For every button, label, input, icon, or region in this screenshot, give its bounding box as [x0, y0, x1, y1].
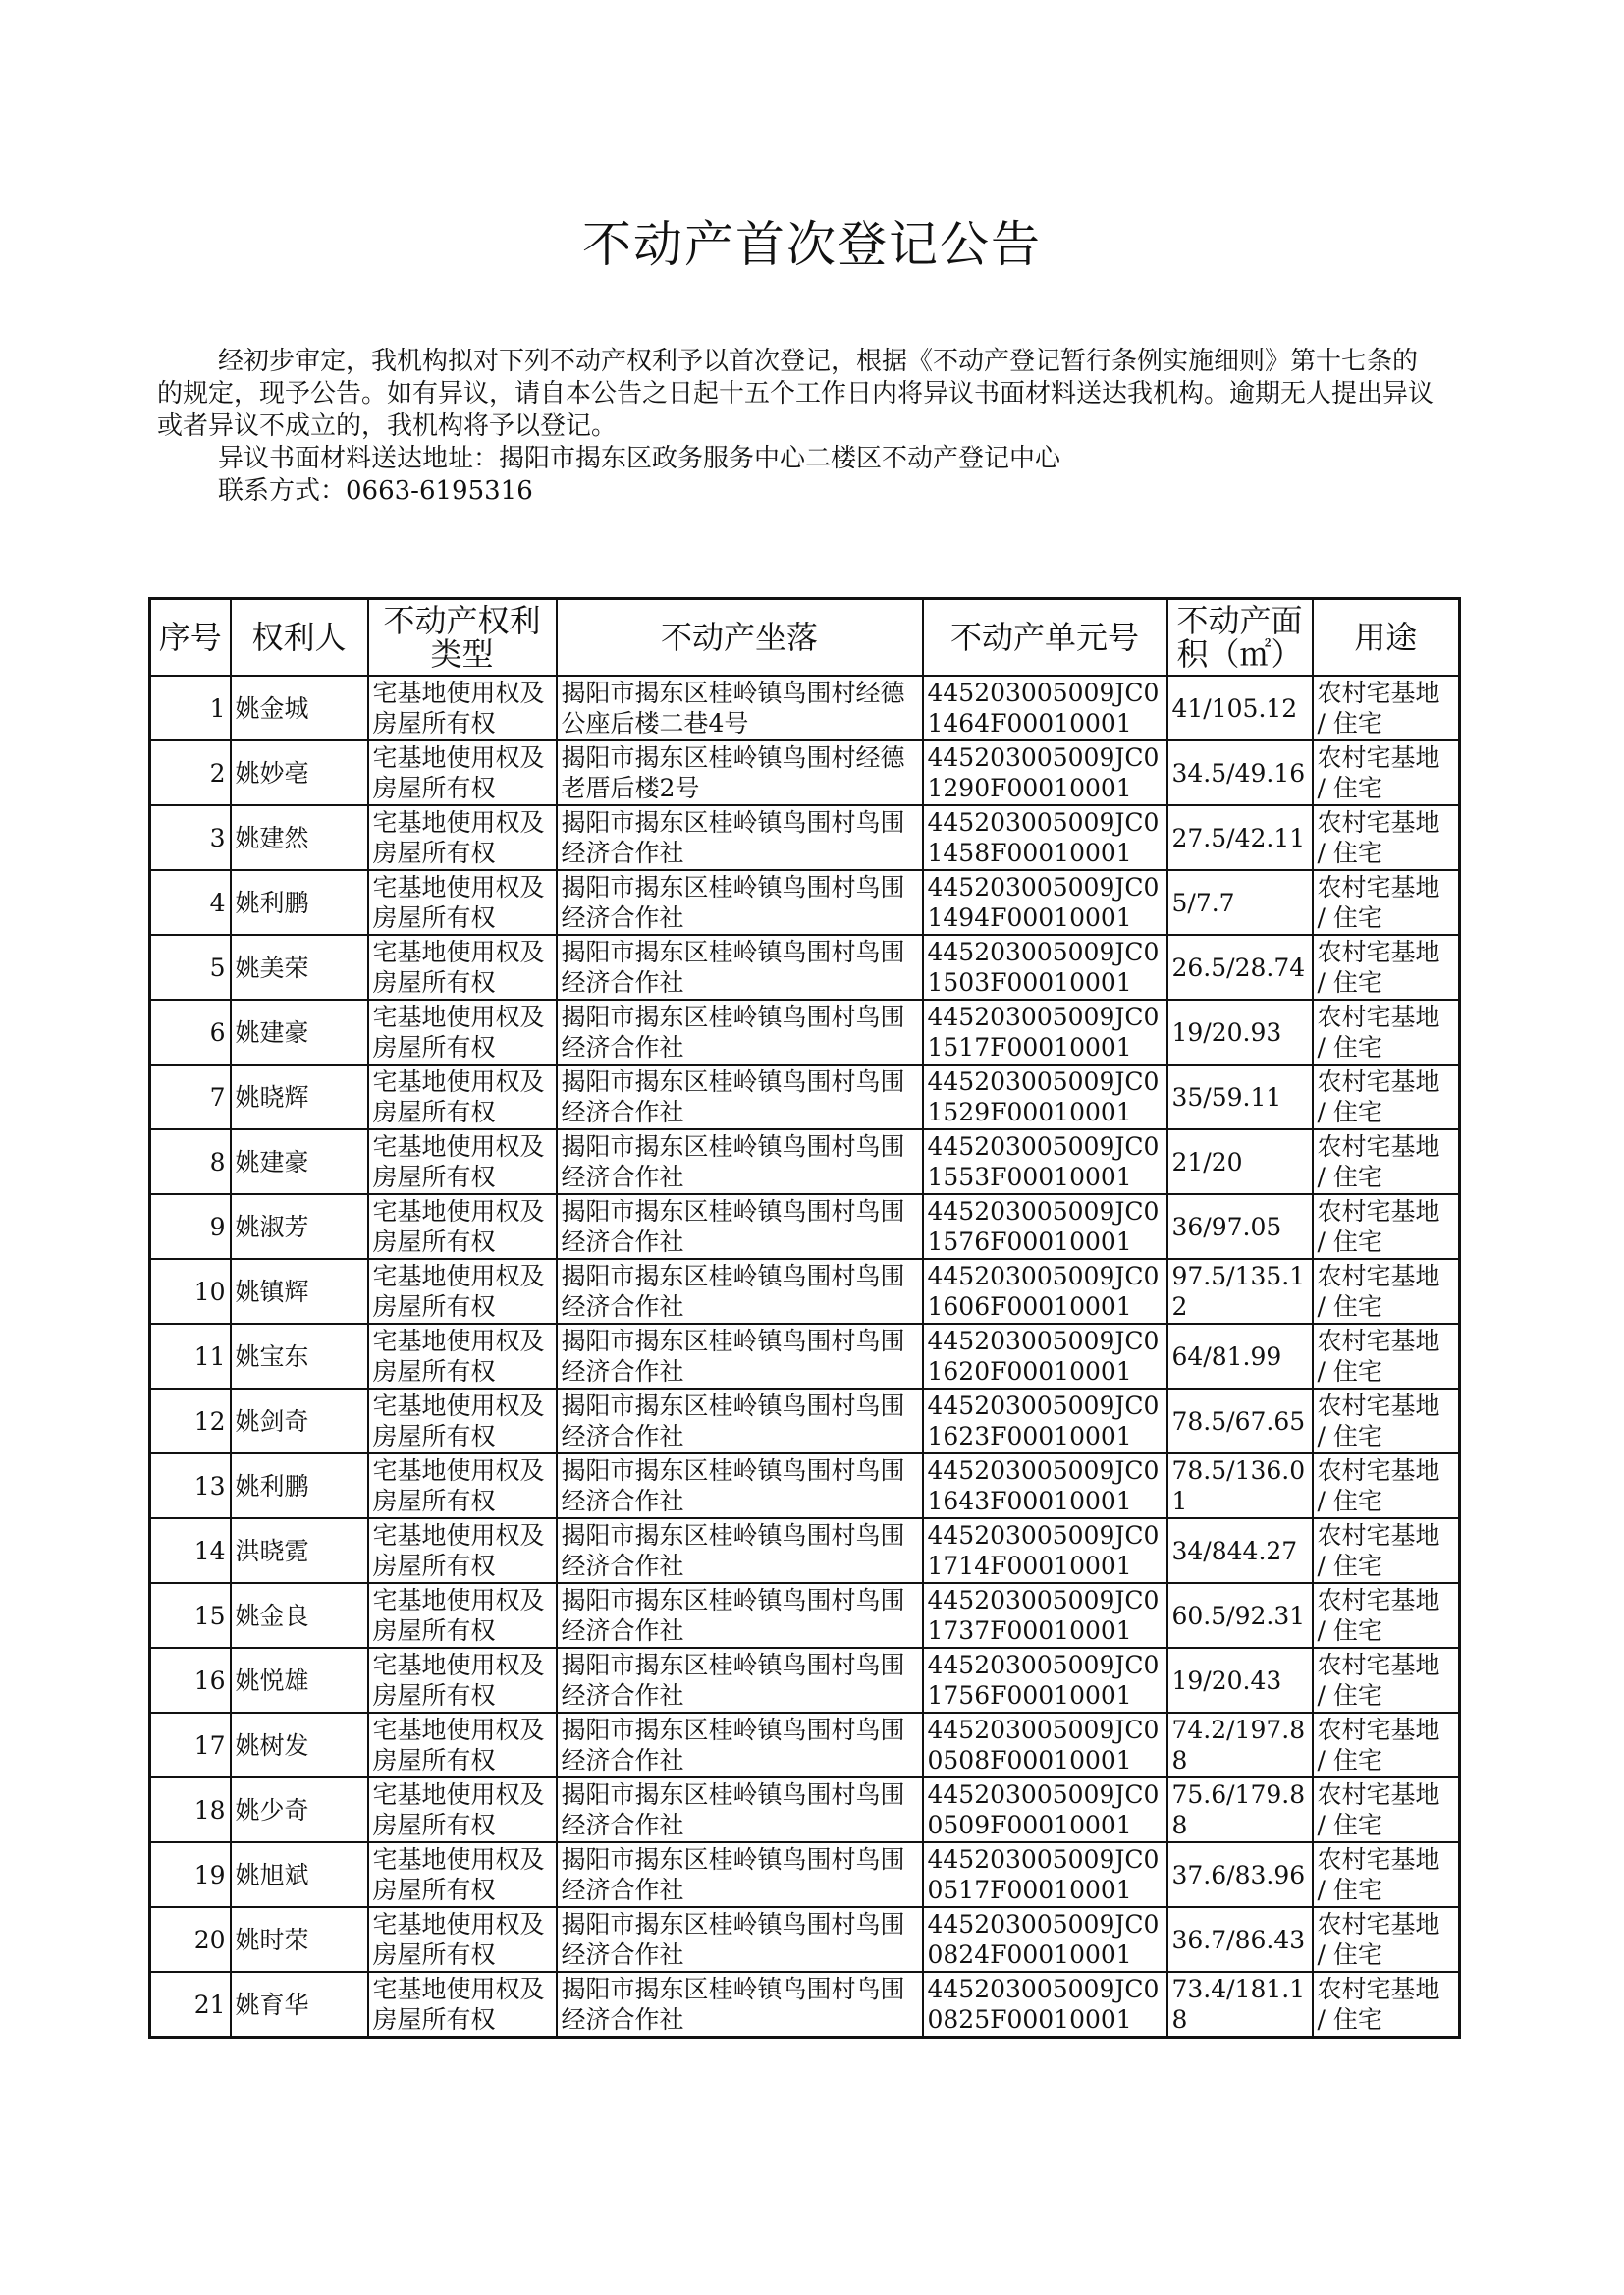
cell-location: 揭阳市揭东区桂岭镇鸟围村鸟围经济合作社 [557, 1713, 923, 1777]
cell-location: 揭阳市揭东区桂岭镇鸟围村鸟围经济合作社 [557, 1259, 923, 1324]
contact-info: 联系方式：0663-6195316 [218, 476, 533, 506]
cell-use: 农村宅基地 / 住宅 [1313, 676, 1460, 740]
table-row [150, 805, 1460, 870]
cell-location: 揭阳市揭东区桂岭镇鸟围村鸟围经济合作社 [557, 1583, 923, 1648]
table-row [150, 1000, 1460, 1065]
cell-unit-no: 445203005009JC00508F00010001 [923, 1713, 1167, 1777]
cell-no: 8 [150, 1129, 231, 1194]
cell-owner: 姚建豪 [231, 1000, 368, 1065]
cell-unit-no: 445203005009JC00517F00010001 [923, 1842, 1167, 1907]
cell-no: 15 [150, 1583, 231, 1648]
table-row [150, 1972, 1460, 2038]
cell-unit-no: 445203005009JC01576F00010001 [923, 1194, 1167, 1259]
cell-area: 60.5/92.31 [1167, 1583, 1313, 1648]
table-row [150, 1648, 1460, 1713]
cell-use: 农村宅基地 / 住宅 [1313, 1648, 1460, 1713]
table-row [150, 870, 1460, 935]
cell-location: 揭阳市揭东区桂岭镇鸟围村鸟围经济合作社 [557, 1777, 923, 1842]
cell-use: 农村宅基地 / 住宅 [1313, 1259, 1460, 1324]
notice-intro [157, 346, 1434, 508]
cell-no: 2 [150, 740, 231, 805]
table-row [150, 1518, 1460, 1583]
cell-owner: 姚剑奇 [231, 1389, 368, 1453]
cell-owner: 姚利鹏 [231, 870, 368, 935]
cell-no: 16 [150, 1648, 231, 1713]
cell-area: 97.5/135.12 [1167, 1259, 1313, 1324]
registration-table [148, 597, 1461, 2039]
objection-address: 异议书面材料送达地址：揭阳市揭东区政务服务中心二楼区不动产登记中心 [218, 444, 1061, 473]
table-header-row [150, 599, 1460, 677]
cell-unit-no: 445203005009JC01553F00010001 [923, 1129, 1167, 1194]
cell-area: 64/81.99 [1167, 1324, 1313, 1389]
cell-use: 农村宅基地 / 住宅 [1313, 1000, 1460, 1065]
cell-unit-no: 445203005009JC01737F00010001 [923, 1583, 1167, 1648]
cell-unit-no: 445203005009JC01503F00010001 [923, 935, 1167, 1000]
cell-location: 揭阳市揭东区桂岭镇鸟围村鸟围经济合作社 [557, 1972, 923, 2038]
cell-no: 21 [150, 1972, 231, 2038]
cell-area: 35/59.11 [1167, 1065, 1313, 1129]
cell-unit-no: 445203005009JC01458F00010001 [923, 805, 1167, 870]
cell-no: 17 [150, 1713, 231, 1777]
header-owner: 权利人 [231, 599, 368, 677]
table-row [150, 1713, 1460, 1777]
cell-right-type: 宅基地使用权及房屋所有权 [368, 740, 557, 805]
cell-right-type: 宅基地使用权及房屋所有权 [368, 1194, 557, 1259]
cell-right-type: 宅基地使用权及房屋所有权 [368, 1518, 557, 1583]
page-title: 不动产首次登记公告 [582, 216, 1042, 273]
cell-area: 34.5/49.16 [1167, 740, 1313, 805]
cell-unit-no: 445203005009JC01756F00010001 [923, 1648, 1167, 1713]
cell-owner: 姚金城 [231, 676, 368, 740]
cell-owner: 姚淑芳 [231, 1194, 368, 1259]
table-row [150, 1777, 1460, 1842]
cell-right-type: 宅基地使用权及房屋所有权 [368, 1065, 557, 1129]
cell-location: 揭阳市揭东区桂岭镇鸟围村鸟围经济合作社 [557, 1129, 923, 1194]
cell-location: 揭阳市揭东区桂岭镇鸟围村鸟围经济合作社 [557, 805, 923, 870]
cell-owner: 姚妙亳 [231, 740, 368, 805]
cell-area: 78.5/136.01 [1167, 1453, 1313, 1518]
cell-unit-no: 445203005009JC01529F00010001 [923, 1065, 1167, 1129]
cell-use: 农村宅基地 / 住宅 [1313, 1194, 1460, 1259]
cell-right-type: 宅基地使用权及房屋所有权 [368, 1259, 557, 1324]
cell-location: 揭阳市揭东区桂岭镇鸟围村鸟围经济合作社 [557, 1648, 923, 1713]
cell-area: 34/844.27 [1167, 1518, 1313, 1583]
cell-use: 农村宅基地 / 住宅 [1313, 1713, 1460, 1777]
cell-owner: 姚树发 [231, 1713, 368, 1777]
notice-paragraph: 经初步审定，我机构拟对下列不动产权利予以首次登记，根据《不动产登记暂行条例实施细则》第十七条的的规定，现予公告。如有异议，请自本公告之日起十五个工作日内将异议书面材料送达我机构。逾期无人提出异议或者异议不成立的，我机构将予以登记。 [157, 347, 1435, 441]
table-row [150, 935, 1460, 1000]
cell-owner: 姚旭斌 [231, 1842, 368, 1907]
cell-no: 20 [150, 1907, 231, 1972]
table-row [150, 1453, 1460, 1518]
table-row [150, 1389, 1460, 1453]
table-body [150, 676, 1460, 2038]
cell-owner: 姚镇辉 [231, 1259, 368, 1324]
cell-unit-no: 445203005009JC00824F00010001 [923, 1907, 1167, 1972]
cell-no: 3 [150, 805, 231, 870]
cell-no: 10 [150, 1259, 231, 1324]
cell-unit-no: 445203005009JC01643F00010001 [923, 1453, 1167, 1518]
cell-right-type: 宅基地使用权及房屋所有权 [368, 805, 557, 870]
cell-area: 74.2/197.88 [1167, 1713, 1313, 1777]
cell-right-type: 宅基地使用权及房屋所有权 [368, 935, 557, 1000]
cell-no: 4 [150, 870, 231, 935]
cell-area: 5/7.7 [1167, 870, 1313, 935]
cell-no: 5 [150, 935, 231, 1000]
table-row [150, 1065, 1460, 1129]
cell-use: 农村宅基地 / 住宅 [1313, 870, 1460, 935]
cell-use: 农村宅基地 / 住宅 [1313, 1972, 1460, 2038]
cell-use: 农村宅基地 / 住宅 [1313, 935, 1460, 1000]
cell-owner: 姚建然 [231, 805, 368, 870]
cell-location: 揭阳市揭东区桂岭镇鸟围村鸟围经济合作社 [557, 1518, 923, 1583]
header-right-type: 不动产权利类型 [368, 599, 557, 677]
table-row [150, 740, 1460, 805]
cell-location: 揭阳市揭东区桂岭镇鸟围村鸟围经济合作社 [557, 935, 923, 1000]
cell-location: 揭阳市揭东区桂岭镇鸟围村鸟围经济合作社 [557, 1842, 923, 1907]
table-row [150, 1259, 1460, 1324]
cell-owner: 姚少奇 [231, 1777, 368, 1842]
cell-unit-no: 445203005009JC01517F00010001 [923, 1000, 1167, 1065]
table-row [150, 1907, 1460, 1972]
cell-owner: 姚悦雄 [231, 1648, 368, 1713]
header-no: 序号 [150, 599, 231, 677]
cell-owner: 姚晓辉 [231, 1065, 368, 1129]
cell-no: 19 [150, 1842, 231, 1907]
cell-use: 农村宅基地 / 住宅 [1313, 1065, 1460, 1129]
cell-use: 农村宅基地 / 住宅 [1313, 1842, 1460, 1907]
header-area: 不动产面积（㎡） [1167, 599, 1313, 677]
cell-unit-no: 445203005009JC01606F00010001 [923, 1259, 1167, 1324]
table-row [150, 1583, 1460, 1648]
cell-area: 78.5/67.65 [1167, 1389, 1313, 1453]
cell-use: 农村宅基地 / 住宅 [1313, 805, 1460, 870]
cell-owner: 姚美荣 [231, 935, 368, 1000]
table-row [150, 676, 1460, 740]
cell-unit-no: 445203005009JC00825F00010001 [923, 1972, 1167, 2038]
cell-location: 揭阳市揭东区桂岭镇鸟围村鸟围经济合作社 [557, 1389, 923, 1453]
cell-no: 11 [150, 1324, 231, 1389]
table-row [150, 1842, 1460, 1907]
cell-right-type: 宅基地使用权及房屋所有权 [368, 1842, 557, 1907]
cell-location: 揭阳市揭东区桂岭镇鸟围村鸟围经济合作社 [557, 1000, 923, 1065]
cell-unit-no: 445203005009JC01620F00010001 [923, 1324, 1167, 1389]
cell-no: 12 [150, 1389, 231, 1453]
cell-owner: 姚时荣 [231, 1907, 368, 1972]
cell-use: 农村宅基地 / 住宅 [1313, 1583, 1460, 1648]
cell-use: 农村宅基地 / 住宅 [1313, 1518, 1460, 1583]
header-location: 不动产坐落 [557, 599, 923, 677]
cell-area: 75.6/179.88 [1167, 1777, 1313, 1842]
cell-no: 1 [150, 676, 231, 740]
cell-no: 13 [150, 1453, 231, 1518]
cell-area: 37.6/83.96 [1167, 1842, 1313, 1907]
cell-right-type: 宅基地使用权及房屋所有权 [368, 1907, 557, 1972]
cell-right-type: 宅基地使用权及房屋所有权 [368, 676, 557, 740]
cell-right-type: 宅基地使用权及房屋所有权 [368, 1389, 557, 1453]
cell-location: 揭阳市揭东区桂岭镇鸟围村鸟围经济合作社 [557, 1907, 923, 1972]
cell-right-type: 宅基地使用权及房屋所有权 [368, 1129, 557, 1194]
cell-right-type: 宅基地使用权及房屋所有权 [368, 1777, 557, 1842]
cell-right-type: 宅基地使用权及房屋所有权 [368, 1972, 557, 2038]
cell-unit-no: 445203005009JC01623F00010001 [923, 1389, 1167, 1453]
cell-use: 农村宅基地 / 住宅 [1313, 1907, 1460, 1972]
cell-location: 揭阳市揭东区桂岭镇鸟围村鸟围经济合作社 [557, 870, 923, 935]
cell-unit-no: 445203005009JC00509F00010001 [923, 1777, 1167, 1842]
cell-owner: 姚宝东 [231, 1324, 368, 1389]
cell-area: 19/20.43 [1167, 1648, 1313, 1713]
cell-no: 14 [150, 1518, 231, 1583]
cell-use: 农村宅基地 / 住宅 [1313, 1324, 1460, 1389]
cell-area: 27.5/42.11 [1167, 805, 1313, 870]
cell-use: 农村宅基地 / 住宅 [1313, 1389, 1460, 1453]
cell-use: 农村宅基地 / 住宅 [1313, 740, 1460, 805]
cell-area: 41/105.12 [1167, 676, 1313, 740]
cell-use: 农村宅基地 / 住宅 [1313, 1777, 1460, 1842]
cell-owner: 姚育华 [231, 1972, 368, 2038]
cell-location: 揭阳市揭东区桂岭镇鸟围村鸟围经济合作社 [557, 1065, 923, 1129]
cell-unit-no: 445203005009JC01464F00010001 [923, 676, 1167, 740]
cell-area: 26.5/28.74 [1167, 935, 1313, 1000]
cell-location: 揭阳市揭东区桂岭镇鸟围村鸟围经济合作社 [557, 1324, 923, 1389]
cell-area: 73.4/181.18 [1167, 1972, 1313, 2038]
cell-owner: 洪晓霓 [231, 1518, 368, 1583]
cell-no: 9 [150, 1194, 231, 1259]
cell-no: 6 [150, 1000, 231, 1065]
cell-area: 36/97.05 [1167, 1194, 1313, 1259]
cell-location: 揭阳市揭东区桂岭镇鸟围村经德老厝后楼2号 [557, 740, 923, 805]
table-row [150, 1129, 1460, 1194]
cell-owner: 姚建豪 [231, 1129, 368, 1194]
cell-no: 7 [150, 1065, 231, 1129]
cell-right-type: 宅基地使用权及房屋所有权 [368, 870, 557, 935]
cell-right-type: 宅基地使用权及房屋所有权 [368, 1324, 557, 1389]
table-row [150, 1194, 1460, 1259]
header-unit-no: 不动产单元号 [923, 599, 1167, 677]
cell-area: 36.7/86.43 [1167, 1907, 1313, 1972]
cell-use: 农村宅基地 / 住宅 [1313, 1453, 1460, 1518]
cell-owner: 姚利鹏 [231, 1453, 368, 1518]
cell-location: 揭阳市揭东区桂岭镇鸟围村鸟围经济合作社 [557, 1453, 923, 1518]
cell-owner: 姚金良 [231, 1583, 368, 1648]
cell-right-type: 宅基地使用权及房屋所有权 [368, 1713, 557, 1777]
table-row [150, 1324, 1460, 1389]
cell-unit-no: 445203005009JC01494F00010001 [923, 870, 1167, 935]
cell-unit-no: 445203005009JC01714F00010001 [923, 1518, 1167, 1583]
header-use: 用途 [1313, 599, 1460, 677]
cell-unit-no: 445203005009JC01290F00010001 [923, 740, 1167, 805]
cell-right-type: 宅基地使用权及房屋所有权 [368, 1583, 557, 1648]
cell-right-type: 宅基地使用权及房屋所有权 [368, 1000, 557, 1065]
cell-right-type: 宅基地使用权及房屋所有权 [368, 1453, 557, 1518]
cell-no: 18 [150, 1777, 231, 1842]
cell-location: 揭阳市揭东区桂岭镇鸟围村鸟围经济合作社 [557, 1194, 923, 1259]
cell-location: 揭阳市揭东区桂岭镇鸟围村经德公座后楼二巷4号 [557, 676, 923, 740]
cell-area: 21/20 [1167, 1129, 1313, 1194]
cell-area: 19/20.93 [1167, 1000, 1313, 1065]
cell-right-type: 宅基地使用权及房屋所有权 [368, 1648, 557, 1713]
cell-use: 农村宅基地 / 住宅 [1313, 1129, 1460, 1194]
